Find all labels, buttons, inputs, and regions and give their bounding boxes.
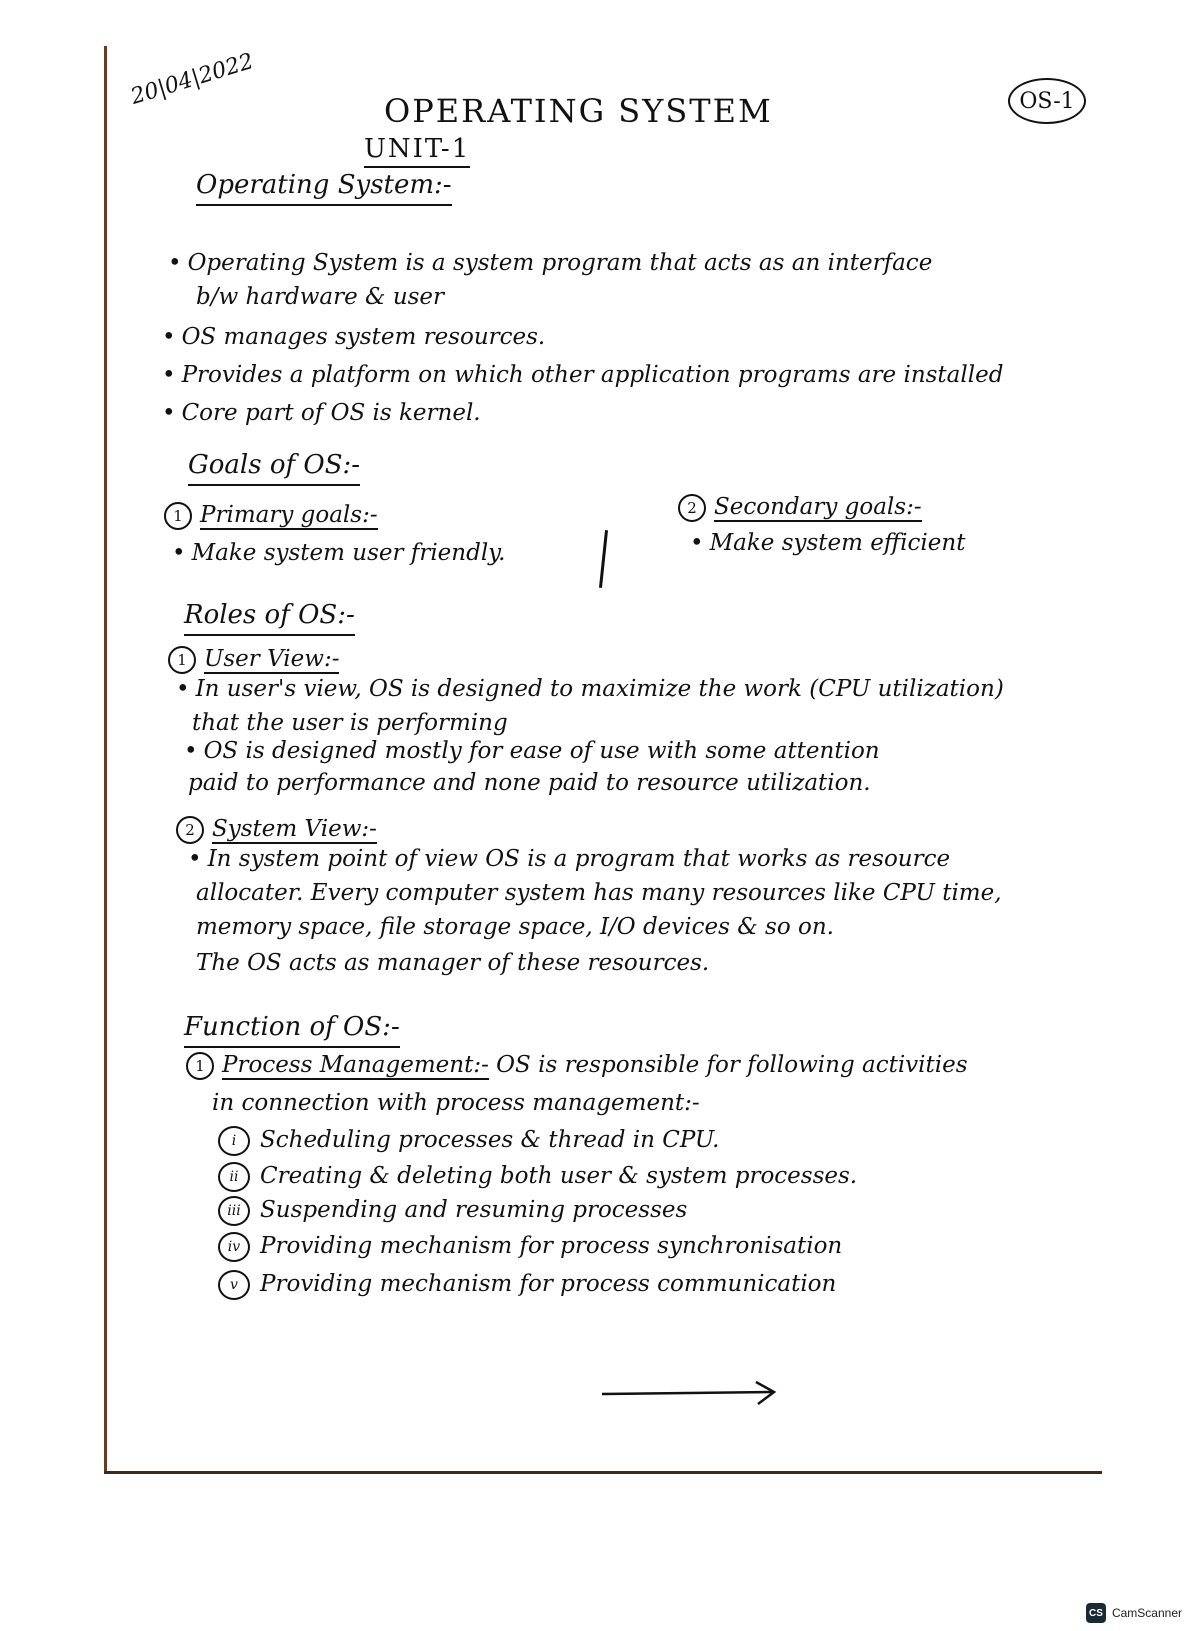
bullet-icon: • bbox=[690, 530, 704, 556]
bullet-icon: • bbox=[188, 846, 202, 872]
roman-numeral: i bbox=[218, 1126, 250, 1156]
secondary-goals-title: Secondary goals:- bbox=[714, 494, 922, 520]
os-line-2: b/w hardware & user bbox=[196, 284, 445, 310]
bullet-icon: • bbox=[184, 738, 198, 764]
number-circle: 1 bbox=[164, 502, 192, 530]
user-view-line-4: paid to performance and none paid to resource utilization. bbox=[188, 770, 871, 796]
pm-item-2-text: Creating & deleting both user & system processes. bbox=[260, 1163, 858, 1189]
roman-numeral: v bbox=[218, 1270, 250, 1300]
os-line-1 bbox=[168, 250, 932, 276]
pm-item-4 bbox=[218, 1232, 842, 1262]
pm-item-1 bbox=[218, 1126, 719, 1156]
user-view-line-2: that the user is performing bbox=[192, 710, 508, 736]
pm-item-5-text: Providing mechanism for process communication bbox=[260, 1271, 837, 1297]
process-management-intro-2: in connection with process management:- bbox=[212, 1090, 700, 1116]
pm-item-5 bbox=[218, 1270, 836, 1300]
user-view-line-3-text: OS is designed mostly for ease of use with some attention bbox=[203, 738, 880, 764]
unit-label: UNIT-1 bbox=[364, 134, 470, 168]
system-view-line-1-text: In system point of view OS is a program that works as resource bbox=[207, 846, 951, 872]
primary-goals-heading bbox=[164, 502, 378, 530]
secondary-goals-heading bbox=[678, 494, 922, 522]
roman-numeral: iv bbox=[218, 1232, 250, 1262]
heading-roles: Roles of OS:- bbox=[184, 600, 355, 636]
os-line-3-text: OS manages system resources. bbox=[181, 324, 546, 350]
page-title: OPERATING SYSTEM bbox=[384, 92, 773, 130]
user-view-heading bbox=[168, 646, 339, 674]
primary-goals-title: Primary goals:- bbox=[200, 502, 378, 528]
secondary-goals-text bbox=[690, 530, 965, 556]
pm-item-4-text: Providing mechanism for process synchronisation bbox=[260, 1233, 843, 1259]
bullet-icon: • bbox=[176, 676, 190, 702]
number-circle: 1 bbox=[168, 646, 196, 674]
pm-item-3-text: Suspending and resuming processes bbox=[260, 1197, 688, 1223]
bullet-icon: • bbox=[162, 400, 176, 426]
os-line-5 bbox=[162, 400, 481, 426]
user-view-title: User View:- bbox=[204, 646, 340, 672]
continue-arrow-icon bbox=[600, 1378, 780, 1408]
camscanner-logo-icon: CS bbox=[1086, 1603, 1106, 1623]
process-management-title: Process Management:- bbox=[222, 1052, 489, 1078]
bullet-icon: • bbox=[162, 324, 176, 350]
page-tag-text: OS-1 bbox=[1019, 88, 1075, 114]
user-view-line-1-text: In user's view, OS is designed to maximize the work (CPU utilization) bbox=[195, 676, 1004, 702]
number-circle: 1 bbox=[186, 1052, 214, 1080]
system-view-title: System View:- bbox=[212, 816, 377, 842]
camscanner-label: CamScanner bbox=[1111, 1606, 1182, 1620]
heading-operating-system: Operating System:- bbox=[196, 170, 452, 206]
system-view-line-2: allocater. Every computer system has many resources like CPU time, bbox=[196, 880, 1002, 906]
secondary-goals-text-value: Make system efficient bbox=[709, 530, 966, 556]
page-date: 20|04|2022 bbox=[128, 48, 257, 110]
roman-numeral: ii bbox=[218, 1162, 250, 1192]
bullet-icon: • bbox=[162, 362, 176, 388]
pm-item-2 bbox=[218, 1162, 857, 1192]
pm-item-1-text: Scheduling processes & thread in CPU. bbox=[260, 1127, 720, 1153]
primary-goals-text bbox=[172, 540, 505, 566]
os-line-3 bbox=[162, 324, 545, 350]
bottom-rule bbox=[104, 1471, 1102, 1474]
bullet-icon: • bbox=[168, 250, 182, 276]
number-circle: 2 bbox=[176, 816, 204, 844]
system-view-heading bbox=[176, 816, 377, 844]
roman-numeral: iii bbox=[218, 1196, 250, 1226]
os-line-4 bbox=[162, 362, 1003, 388]
process-management-row bbox=[186, 1052, 968, 1080]
process-management-intro-1: OS is responsible for following activities bbox=[496, 1052, 968, 1078]
os-line-5-text: Core part of OS is kernel. bbox=[181, 400, 481, 426]
goals-divider bbox=[599, 530, 608, 588]
user-view-line-1 bbox=[176, 676, 1004, 702]
number-circle: 2 bbox=[678, 494, 706, 522]
system-view-line-1 bbox=[188, 846, 950, 872]
os-line-1-text: Operating System is a system program that acts as an interface bbox=[187, 250, 933, 276]
pm-item-3 bbox=[218, 1196, 687, 1226]
primary-goals-text-value: Make system user friendly. bbox=[191, 540, 506, 566]
page-tag bbox=[1008, 78, 1086, 124]
heading-function: Function of OS:- bbox=[184, 1012, 400, 1048]
user-view-line-3 bbox=[184, 738, 880, 764]
heading-goals: Goals of OS:- bbox=[188, 450, 360, 486]
system-view-line-3: memory space, file storage space, I/O devices & so on. bbox=[196, 914, 834, 940]
os-line-4-text: Provides a platform on which other application programs are installed bbox=[181, 362, 1004, 388]
bullet-icon: • bbox=[172, 540, 186, 566]
margin-line bbox=[104, 46, 107, 1474]
camscanner-watermark bbox=[1086, 1603, 1182, 1623]
system-view-line-4: The OS acts as manager of these resources. bbox=[196, 950, 710, 976]
